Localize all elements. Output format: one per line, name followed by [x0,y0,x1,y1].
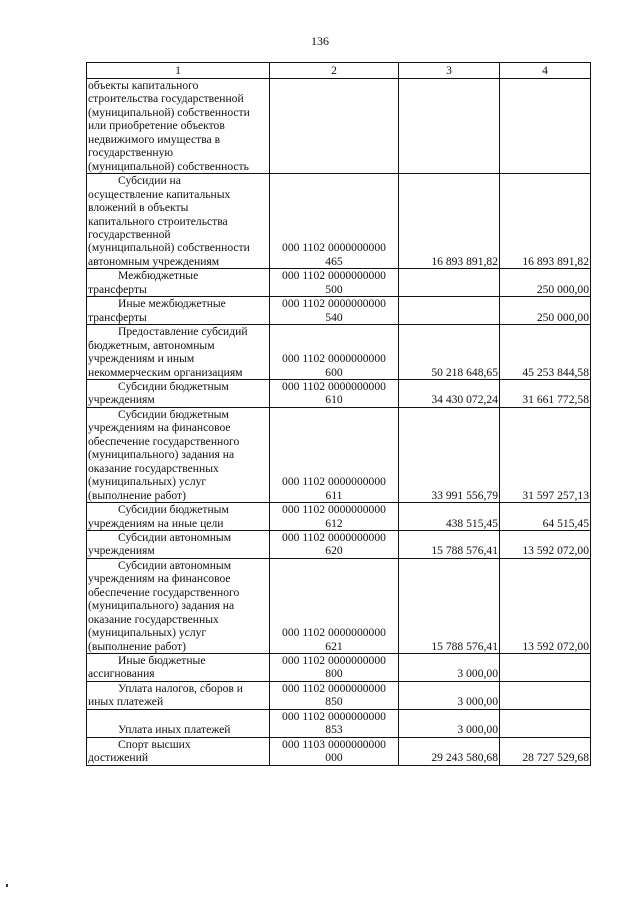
row-value-col4: 13 592 072,00 [500,530,591,558]
row-value-col4 [500,79,591,174]
description-line: капитального строительства [88,214,228,228]
description-line: (муниципальной) собственности [88,241,250,255]
code-line: 000 1102 0000000000 [282,626,386,640]
row-code [270,503,399,531]
code-line: 000 1103 0000000000 [282,737,386,751]
row-description [87,297,270,325]
code-line: 000 1102 0000000000 [282,241,386,255]
row-description [87,174,270,269]
description-line: вложений в объекты [88,201,189,215]
description-line: Уплата налогов, сборов и [118,681,244,695]
table-row [87,558,591,653]
description-line: Иные межбюджетные [118,297,226,311]
code-line: 500 [325,282,343,296]
code-line: 000 1102 0000000000 [282,475,386,489]
table-row [87,407,591,502]
description-line: (муниципального) задания на [88,448,235,462]
row-value-col4: 28 727 529,68 [500,737,591,765]
row-value-col4: 250 000,00 [500,297,591,325]
description-line: объекты капитального [88,79,199,92]
description-line: учреждениям на финансовое [88,421,231,435]
description-line: оказание государственных [88,612,219,626]
row-code [270,407,399,502]
table-row [87,709,591,737]
header-row [87,63,591,79]
row-value-col3 [399,297,500,325]
description-line: Межбюджетные [118,269,199,283]
row-description [87,407,270,502]
row-value-col4 [500,709,591,737]
code-line: 000 1102 0000000000 [282,654,386,668]
code-line: 000 1102 0000000000 [282,530,386,544]
table-row [87,530,591,558]
description-line: трансферты [88,310,147,324]
row-description [87,681,270,709]
column-header-1: 1 [87,63,270,79]
row-value-col3: 15 788 576,41 [399,530,500,558]
code-line: 000 1102 0000000000 [282,352,386,366]
scan-mark [6,884,8,887]
description-line: Предоставление субсидий [118,325,248,339]
description-line: некоммерческим организациям [88,365,243,379]
description-line: бюджетным, автономным [88,338,215,352]
description-line: автономным учреждениям [88,254,220,268]
description-line: (муниципальной) собственность [88,159,249,173]
row-code [270,737,399,765]
row-code [270,709,399,737]
table-row [87,737,591,765]
row-value-col4: 13 592 072,00 [500,558,591,653]
description-line: Спорт высших [118,737,191,751]
table-row [87,379,591,407]
row-description [87,654,270,682]
code-line: 800 [325,667,343,681]
description-line: учреждениям [88,393,155,407]
code-line: 600 [325,365,343,379]
row-value-col3: 438 515,45 [399,503,500,531]
budget-table [86,62,591,766]
description-line: Уплата иных платежей [118,723,231,737]
row-value-col3: 3 000,00 [399,654,500,682]
description-line: трансферты [88,282,147,296]
row-description [87,530,270,558]
row-value-col4: 45 253 844,58 [500,325,591,380]
table-row [87,79,591,174]
column-header-3: 3 [399,63,500,79]
row-code [270,325,399,380]
code-line: 000 1102 0000000000 [282,269,386,283]
description-line: государственной [88,227,171,241]
code-line: 000 1102 0000000000 [282,503,386,517]
column-header-2: 2 [270,63,399,79]
description-line: учреждениям и иным [88,352,195,366]
code-line: 000 1102 0000000000 [282,709,386,723]
table-row [87,654,591,682]
code-line: 000 1102 0000000000 [282,681,386,695]
row-description [87,269,270,297]
code-line: 000 [325,751,343,765]
row-value-col3: 3 000,00 [399,709,500,737]
description-line: недвижимого имущества в [88,132,221,146]
row-code [270,530,399,558]
code-line: 850 [325,695,343,709]
code-line: 612 [325,516,343,530]
row-value-col3: 15 788 576,41 [399,558,500,653]
row-code [270,654,399,682]
description-line: ассигнования [88,667,155,681]
description-line: (муниципальной) собственности [88,105,250,119]
row-description [87,737,270,765]
table-row [87,503,591,531]
description-line: Субсидии бюджетным [118,407,229,421]
description-line: (муниципального) задания на [88,599,235,613]
table-row [87,269,591,297]
description-line: осуществление капитальных [88,187,231,201]
row-code [270,79,399,174]
table-row [87,297,591,325]
row-code [270,379,399,407]
row-description [87,558,270,653]
row-code [270,174,399,269]
description-line: или приобретение объектов [88,119,225,133]
code-line: 610 [325,393,343,407]
row-value-col3 [399,269,500,297]
code-line: 540 [325,310,343,324]
row-value-col3: 16 893 891,82 [399,174,500,269]
row-value-col3 [399,79,500,174]
row-description [87,379,270,407]
row-value-col4: 31 597 257,13 [500,407,591,502]
description-line: учреждениям на иные цели [88,516,224,530]
row-value-col4 [500,654,591,682]
description-line: иных платежей [88,695,164,709]
description-line: (муниципальных) услуг [88,626,207,640]
row-description [87,503,270,531]
row-value-col4 [500,681,591,709]
description-line: Субсидии автономным [118,558,232,572]
row-value-col3: 3 000,00 [399,681,500,709]
description-line: Иные бюджетные [118,654,206,668]
description-line: достижений [88,751,149,765]
description-line: учреждениям на финансовое [88,572,231,586]
row-value-col3: 34 430 072,24 [399,379,500,407]
description-line: обеспечение государственного [88,585,240,599]
row-code [270,297,399,325]
description-line: обеспечение государственного [88,434,240,448]
description-line: учреждениям [88,544,155,558]
row-value-col4: 250 000,00 [500,269,591,297]
row-description [87,79,270,174]
table-row [87,325,591,380]
row-code [270,558,399,653]
description-line: Субсидии автономным [118,530,232,544]
description-line: (муниципальных) услуг [88,475,207,489]
description-line [88,710,268,723]
page-number: 136 [311,34,329,48]
row-description [87,709,270,737]
row-value-col4: 64 515,45 [500,503,591,531]
description-line: Субсидии бюджетным [118,503,229,517]
code-line: 611 [325,488,343,502]
row-code [270,681,399,709]
column-header-4: 4 [500,63,591,79]
row-value-col3: 29 243 580,68 [399,737,500,765]
table-body [87,79,591,766]
description-line: Субсидии бюджетным [118,379,229,393]
description-line: государственную [88,146,174,160]
code-line: 620 [325,544,343,558]
row-code [270,269,399,297]
description-line: (выполнение работ) [88,639,186,653]
table-row [87,681,591,709]
description-line: оказание государственных [88,461,219,475]
code-line: 000 1102 0000000000 [282,379,386,393]
row-value-col4: 16 893 891,82 [500,174,591,269]
code-line: 465 [325,254,343,268]
row-value-col3: 33 991 556,79 [399,407,500,502]
row-value-col3: 50 218 648,65 [399,325,500,380]
code-line: 621 [325,639,343,653]
code-line: 000 1102 0000000000 [282,297,386,311]
description-line: (выполнение работ) [88,488,186,502]
description-line: строительства государственной [88,92,244,106]
row-value-col4: 31 661 772,58 [500,379,591,407]
description-line: Субсидии на [118,174,181,188]
row-description [87,325,270,380]
table-row [87,174,591,269]
code-line: 853 [325,723,343,737]
